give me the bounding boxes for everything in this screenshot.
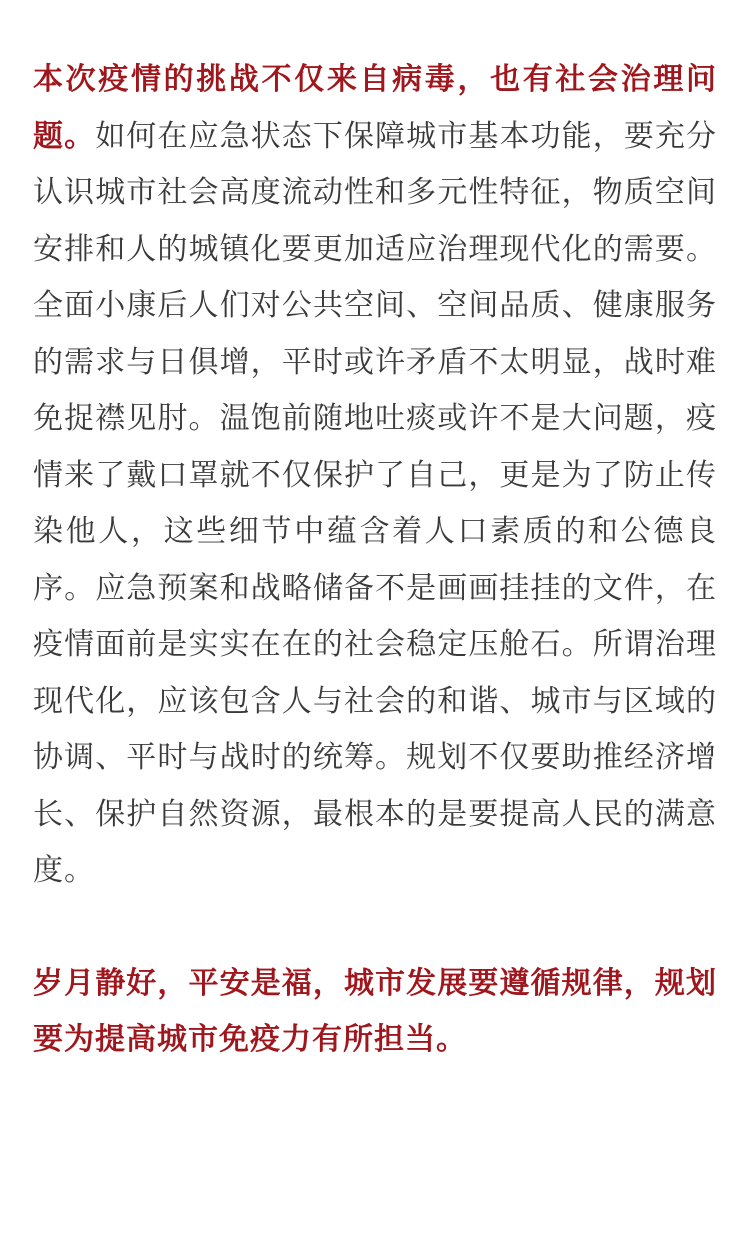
paragraph-body-text: 如何在应急状态下保障城市基本功能，要充分认识城市社会高度流动性和多元性特征，物质空间安排和人的城镇化要更加适应治理现代化的需要。全面小康后人们对公共空间、空间品质、健康服务的需求与日俱增，平时或许矛盾不太明显，战时难免捉襟见肘。温饱前随地吐痰或许不是大问题，疫情来了戴口罩就不仅保护了自己，更是为了防止传染他人，这些细节中蕴含着人口素质的和公德良序。应急预案和战略储备不是画画挂挂的文件，在疫情面前是实实在在的社会稳定压舱石。所谓治理现代化，应该包含人与社会的和谐、城市与区域的协调、平时与战时的统筹。规划不仅要助推经济增长、保护自然资源，最根本的是要提高人民的满意度。 — [33, 118, 718, 888]
paragraph-lead-highlight: 本次疫情的挑战不仅来自病毒，也有社会治理问题。 — [33, 62, 717, 154]
paragraph-conclusion — [33, 956, 717, 1069]
paragraph-governance — [33, 52, 717, 900]
conclusion-highlight: 岁月静好，平安是福，城市发展要遵循规律，规划要为提高城市免疫力有所担当。 — [33, 965, 717, 1057]
article-content — [33, 52, 717, 1069]
